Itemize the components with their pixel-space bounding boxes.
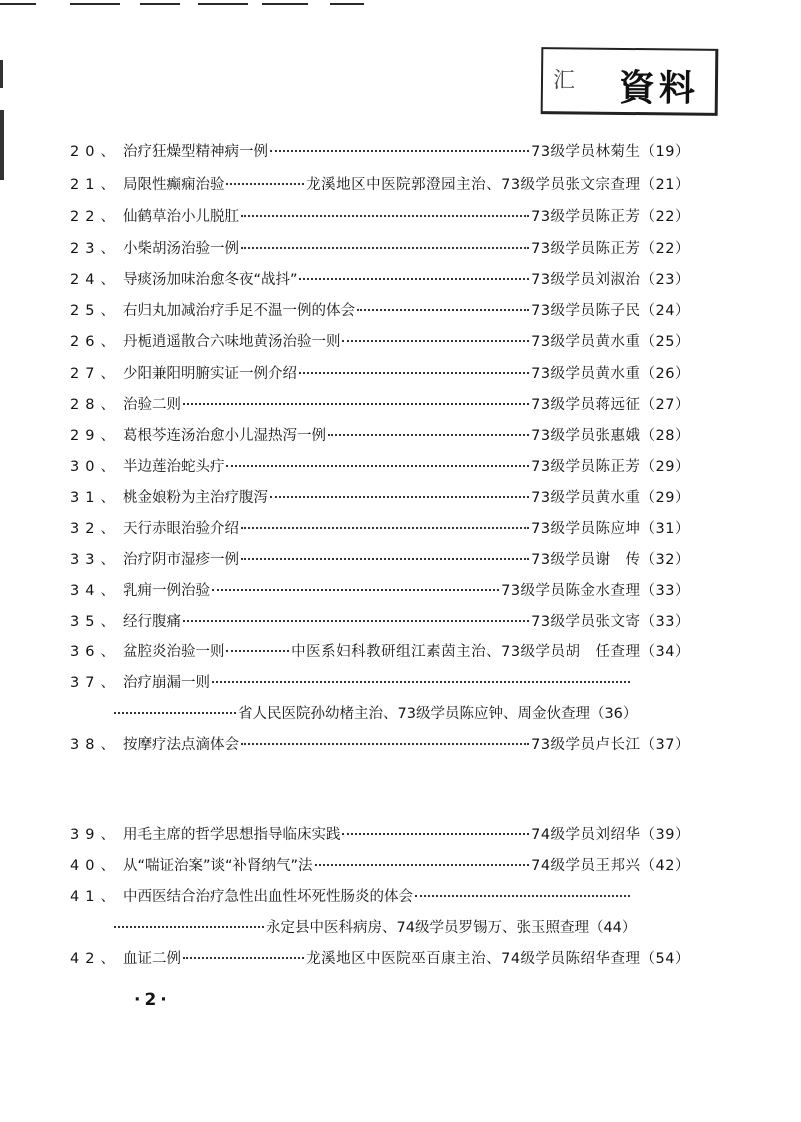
dot-leader	[212, 680, 630, 683]
entry-title: 小柴胡汤治验一例	[122, 241, 239, 257]
entry-credit: 73级学员林菊生（19）	[531, 144, 690, 160]
entry-title: 治疗阴市湿疹一例	[122, 552, 239, 568]
entry-number: 26、	[70, 334, 121, 350]
entry-credit: 73级学员陈应坤（31）	[531, 521, 690, 537]
entry-number: 20、	[70, 144, 121, 160]
dot-leader	[183, 402, 529, 405]
dot-leader	[299, 371, 529, 374]
top-rule-segment	[198, 3, 248, 5]
entry-number: 36、	[70, 644, 121, 660]
top-rule-segment	[330, 3, 364, 5]
toc-entry	[70, 486, 690, 510]
entry-credit: 龙溪地区中医院巫百康主治、74级学员陈绍华查理（54）	[306, 951, 690, 967]
entry-number: 21、	[70, 177, 121, 193]
entry-credit: 74级学员王邦兴（42）	[531, 858, 690, 874]
entry-title: 葛根芩连汤治愈小儿湿热泻一例	[122, 428, 326, 444]
toc-entry	[70, 517, 690, 541]
toc-entry	[70, 854, 690, 878]
entry-credit: 73级学员卢长江（37）	[531, 737, 690, 753]
top-rule-segment	[140, 3, 180, 5]
entry-credit: 龙溪地区中医院郭澄园主治、73级学员张文宗查理（21）	[306, 177, 690, 193]
binding-edge	[0, 60, 3, 88]
entry-number: 22、	[70, 209, 121, 225]
entry-title: 天行赤眼治验介绍	[122, 521, 239, 537]
entry-number: 37、	[70, 675, 121, 691]
toc-entry	[70, 640, 690, 664]
page-number: ·2·	[134, 990, 171, 1010]
dot-leader	[357, 308, 529, 311]
entry-number: 42、	[70, 951, 121, 967]
entry-credit: 73级学员张惠娥（28）	[531, 428, 690, 444]
entry-credit: 73级学员黄水重（29）	[531, 490, 690, 506]
entry-title: 少阳兼阳明腑实证一例介绍	[122, 366, 297, 382]
entry-title: 乳痈一例治验	[122, 583, 210, 599]
dot-leader	[226, 464, 529, 467]
entry-credit: 73级学员陈子民（24）	[531, 303, 690, 319]
entry-title: 桃金娘粉为主治疗腹泻	[122, 490, 268, 506]
dot-leader	[241, 526, 529, 529]
toc-entry	[70, 733, 690, 757]
entry-title: 中西医结合治疗急性出血性坏死性肠炎的体会	[122, 889, 413, 905]
entry-credit: 73级学员陈正芳（22）	[531, 209, 690, 225]
toc-entry-continuation	[114, 916, 690, 940]
entry-title: 导痰汤加味治愈冬夜“战抖”	[122, 272, 298, 288]
entry-number: 25、	[70, 303, 121, 319]
entry-credit: 73级学员陈正芳（29）	[531, 459, 690, 475]
entry-title: 从“喘证治案”谈“补肾纳气”法	[122, 858, 313, 874]
toc-entry-continuation	[114, 702, 690, 726]
entry-number: 30、	[70, 459, 121, 475]
toc-entry	[70, 173, 690, 197]
entry-title: 血证二例	[122, 951, 181, 967]
toc-entry	[70, 424, 690, 448]
toc-entry	[70, 268, 690, 292]
dot-leader	[328, 433, 529, 436]
toc-entry	[70, 947, 690, 971]
toc-entry	[70, 299, 690, 323]
dot-leader	[226, 649, 289, 652]
dot-leader	[415, 894, 630, 897]
toc-entry	[70, 610, 690, 634]
toc-entry	[70, 579, 690, 603]
entry-credit: 73级学员刘淑治（23）	[531, 272, 690, 288]
entry-title: 半边莲治蛇头疔	[122, 459, 225, 475]
toc-entry	[70, 205, 690, 229]
entry-number: 35、	[70, 614, 121, 630]
dot-leader	[342, 339, 529, 342]
entry-credit: 73级学员陈正芳（22）	[531, 241, 690, 257]
entry-number: 34、	[70, 583, 121, 599]
entry-title: 治疗狂燥型精神病一例	[122, 144, 268, 160]
dot-leader	[270, 149, 529, 152]
top-rule-segment	[0, 3, 36, 5]
entry-number: 41、	[70, 889, 121, 905]
dot-leader	[212, 588, 499, 591]
toc-entry	[70, 885, 690, 909]
entry-credit: 73级学员陈金水查理（33）	[501, 583, 690, 599]
entry-title: 局限性癫痫治验	[122, 177, 225, 193]
dot-leader	[299, 277, 529, 280]
toc-entry	[70, 362, 690, 386]
entry-title: 右归丸加减治疗手足不温一例的体会	[122, 303, 355, 319]
dot-leader	[183, 956, 304, 959]
entry-credit: 73级学员黄水重（26）	[531, 366, 690, 382]
entry-number: 39、	[70, 827, 121, 843]
toc-entry	[70, 330, 690, 354]
dot-leader	[226, 182, 304, 185]
dot-leader	[270, 495, 529, 498]
entry-title: 治疗崩漏一则	[122, 675, 210, 691]
entry-number: 23、	[70, 241, 121, 257]
stamp-side-char: 汇	[552, 68, 576, 94]
entry-credit: 73级学员黄水重（25）	[531, 334, 690, 350]
binding-edge	[0, 110, 4, 180]
entry-credit: 73级学员蒋远征（27）	[531, 397, 690, 413]
dot-leader	[241, 742, 529, 745]
toc-entry	[70, 671, 690, 695]
entry-credit: 73级学员张文寄（33）	[531, 614, 690, 630]
dot-leader	[114, 925, 264, 928]
toc-entry	[70, 455, 690, 479]
entry-number: 38、	[70, 737, 121, 753]
dot-leader	[241, 557, 529, 560]
top-rule-segment	[262, 3, 308, 5]
dot-leader	[315, 863, 530, 866]
entry-number: 31、	[70, 490, 121, 506]
entry-title: 盆腔炎治验一则	[122, 644, 225, 660]
entry-number: 32、	[70, 521, 121, 537]
toc-entry	[70, 237, 690, 261]
toc-entry	[70, 140, 690, 164]
entry-title: 治验二则	[122, 397, 181, 413]
entry-title: 按摩疗法点滴体会	[122, 737, 239, 753]
entry-credit: 永定县中医科病房、74级学员罗锡万、张玉照查理（44）	[266, 920, 637, 936]
toc-entry	[70, 393, 690, 417]
entry-number: 33、	[70, 552, 121, 568]
entry-number: 24、	[70, 272, 121, 288]
dot-leader	[342, 832, 529, 835]
entry-credit: 省人民医院孙幼楮主治、73级学员陈应钟、周金伙查理（36）	[238, 706, 638, 722]
entry-title: 仙鹤草治小儿脱肛	[122, 209, 239, 225]
stamp-text: 資料	[618, 66, 700, 110]
archive-stamp	[541, 47, 719, 116]
entry-credit: 74级学员刘绍华（39）	[531, 827, 690, 843]
dot-leader	[114, 711, 236, 714]
entry-number: 40、	[70, 858, 121, 874]
entry-title: 丹栀逍遥散合六味地黄汤治验一则	[122, 334, 341, 350]
toc-entry	[70, 548, 690, 572]
top-rule-segment	[70, 3, 120, 5]
entry-credit: 中医系妇科教研组江素茵主治、73级学员胡 任查理（34）	[291, 644, 690, 660]
entry-credit: 73级学员谢 传（32）	[531, 552, 690, 568]
toc-entry	[70, 823, 690, 847]
entry-number: 29、	[70, 428, 121, 444]
dot-leader	[241, 214, 529, 217]
entry-number: 28、	[70, 397, 121, 413]
dot-leader	[183, 619, 529, 622]
entry-title: 用毛主席的哲学思想指导临床实践	[122, 827, 341, 843]
dot-leader	[241, 246, 529, 249]
entry-title: 经行腹痛	[122, 614, 181, 630]
entry-number: 27、	[70, 366, 121, 382]
